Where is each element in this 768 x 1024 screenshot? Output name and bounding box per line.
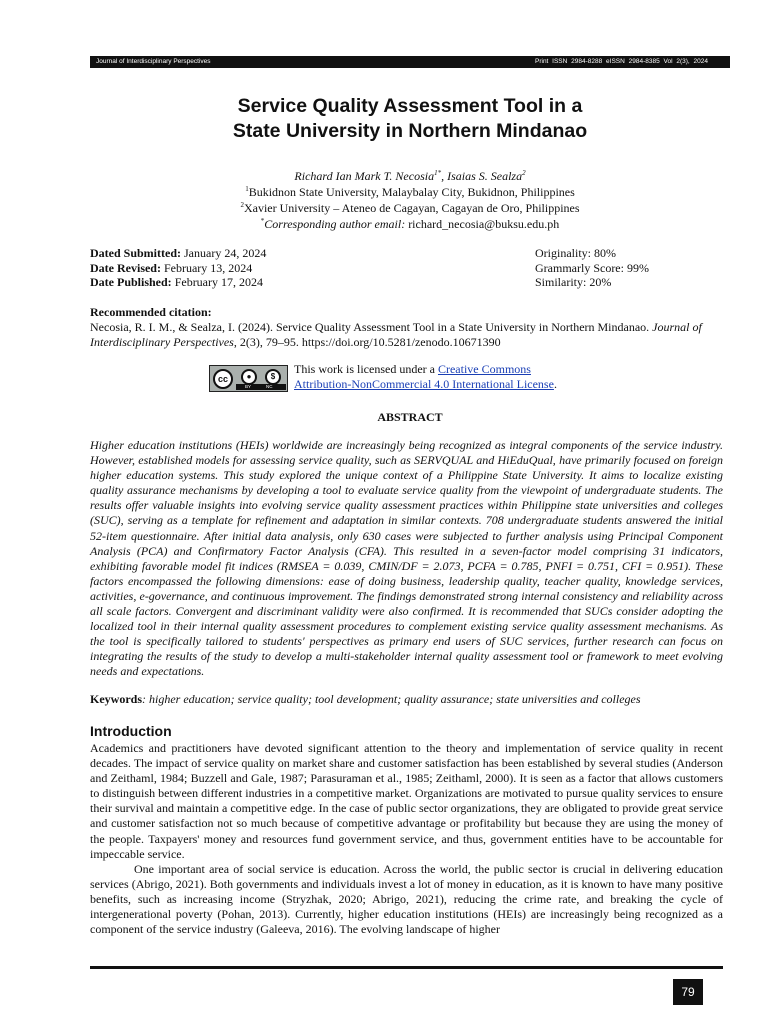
similarity: Similarity: 20%: [535, 275, 612, 289]
citation-label: Recommended citation:: [90, 305, 212, 319]
abstract-heading: ABSTRACT: [377, 410, 443, 424]
affiliation-2-sup: 2: [240, 201, 244, 209]
date-submitted-value: January 24, 2024: [181, 246, 267, 260]
affiliation-1: [90, 185, 730, 200]
author-1: Richard Ian Mark T. Necosia: [294, 169, 435, 183]
journal-header-bar: [90, 56, 730, 68]
keywords-text: : higher education; service quality; tool development; quality assurance; state universities and colleges: [142, 692, 641, 706]
recommended-citation: [90, 305, 730, 350]
noncommercial-icon: $: [265, 369, 281, 385]
attribution-person-icon: ●: [241, 369, 257, 385]
license-link-2[interactable]: Attribution-NonCommercial 4.0 International License: [294, 377, 554, 391]
date-published-value: February 17, 2024: [171, 275, 264, 289]
keywords-label: Keywords: [90, 692, 142, 706]
corresponding-author: [90, 217, 730, 232]
keywords: [90, 692, 641, 707]
quality-metrics: [535, 246, 649, 290]
date-revised-label: Date Revised:: [90, 260, 161, 275]
paper-title: [90, 94, 730, 144]
date-revised-value: February 13, 2024: [160, 260, 253, 275]
affiliation-2-text: Xavier University – Ateneo de Cagayan, Cagayan de Oro, Philippines: [243, 201, 580, 215]
intro-paragraph-1: Academics and practitioners have devoted significant attention to the theory and implementation of service quality in recent decades. The impact of service quality on market share and customer satisfaction has been established by several studies (Anderson and Zeithaml, 1984; Buzzell and Gale, 1987; Parasuraman et al., 1985; Zeithaml, 2000). It is seen as a factor that allows customers to distinguish between different industries in a competitive market. Organizations are motivated to pursue quality services to ensure their survival and maintain a competitive edge. In the case of public sector organizations, they are obligated to provide great service and customer satisfaction not so much because of competitive advantage or profitability but because they are using the money of the people. Taxpayers' money and resources fund government service, and thus, government entities have to be accountable for impeccable service.: [90, 741, 723, 861]
affiliation-1-text: Bukidnon State University, Malaybalay City, Bukidnon, Philippines: [248, 185, 575, 199]
issn-volume: Print ISSN 2984-8288 eISSN 2984-8385 Vol 2(3), 2024: [535, 58, 708, 65]
date-submitted-label: Dated Submitted:: [90, 246, 182, 260]
originality: Originality: 80%: [535, 246, 616, 260]
abstract-body: Higher education institutions (HEIs) worldwide are increasingly being recognized as integral components of the service industry. However, established models for assessing service quality, such as SERVQUAL and HiEduQual, have primarily focused on foreign higher education systems. This study explored the unique context of a Philippine State University. It aims to localize existing quality assurance mechanisms by developing a tool to evaluate service quality from the viewpoint of undergraduate students. The results offer valuable insights into evolving service quality assessment practices within Philippine state universities and colleges (SUC), serving as a template for refinement and adaptation in similar contexts. 708 undergraduate students answered the initial 52-item questionnaire. After initial data analysis, only 630 cases were subjected to further analysis using Principal Component Analysis (PCA) and Confirmatory Factor Analysis (CFA). This resulted in a seven-factor model comprising 31 indicators, exhibiting favorable model fit indices (RMSEA = 0.039, CMIN/DF = 2.073, PCFA = 0.785, PNFI = 0.751, CFI = 0.951). These factors encompassed the following dimensions: ease of doing business, leadership quality, teacher quality, knowledge services, activities, e-governance, and continuous improvement. The findings demonstrated strong internal consistency and reliability across all scale factors. Convergent and discriminant validity were also confirmed. It is recommended that SUCs consider adopting the localized tool in their internal quality assessment procedures to complement existing service quality assessment mechanisms. As the tool is specifically tailored to students' perspectives as primary end users of SUC services, further research can focus on integrating the results of the study to develop a multi-stakeholder internal quality assessment tool or framework to meet evolving needs and expectations.: [90, 438, 723, 679]
citation-journal: Journal of Interdisciplinary Perspectives: [90, 320, 702, 349]
title-line-2: State University in Northern Mindanao: [232, 120, 588, 142]
author-2-sup: 2: [522, 169, 526, 177]
license-link-1[interactable]: Creative Commons: [437, 362, 531, 376]
author-2: Isaias S. Sealza: [447, 169, 523, 183]
affiliation-1-sup: 1: [245, 185, 249, 193]
author-list: [90, 169, 730, 184]
citation-text-2: , 2(3), 79–95. https://doi.org/10.5281/zenodo.10671390: [233, 335, 501, 349]
intro-paragraph-2: One important area of social service is education. Across the world, the public sector is crucial in delivering education services (Abrigo, 2021). Both governments and individuals invest a lot of money in education, as it is known to have many positive benefits, such as increasing income (Stryzhak, 2020; Abrigo, 2021), reducing the crime rate, and breaking the cycle of intergenerational poverty (Pohan, 2013). Currently, higher education institutions (HEIs) are increasingly being recognized as a component of the service industry (Galeeva, 2016). The evolving landscape of higher: [90, 861, 723, 937]
badge-by-label: BY: [245, 384, 252, 389]
author-separator: ,: [441, 169, 448, 183]
badge-strip: [236, 384, 286, 390]
citation-text-1: Necosia, R. I. M., & Sealza, I. (2024). Service Quality Assessment Tool in a State University in Northern Mindanao.: [90, 320, 653, 334]
license-end: .: [553, 377, 557, 391]
badge-nc-label: NC: [266, 384, 273, 389]
license-text: This work is licensed under a: [294, 362, 438, 376]
author-1-sup: 1*: [434, 169, 442, 177]
date-submitted: [90, 246, 266, 261]
corr-email[interactable]: richard_necosia@buksu.edu.ph: [405, 217, 560, 231]
journal-name: Journal of Interdisciplinary Perspectives: [96, 58, 211, 65]
page-number: 79: [673, 979, 703, 1005]
introduction-heading: Introduction: [90, 723, 172, 739]
affiliation-2: [90, 201, 730, 216]
grammarly-score: Grammarly Score: 99%: [535, 260, 649, 275]
date-published: [90, 275, 266, 290]
cc-icon: cc: [213, 369, 233, 389]
date-published-label: Date Published:: [90, 275, 172, 289]
citation-text: [90, 320, 730, 350]
footer-divider: [90, 966, 723, 969]
license-notice: [294, 362, 557, 392]
corr-sup: *: [260, 217, 265, 225]
title-line-1: Service Quality Assessment Tool in a: [237, 95, 583, 117]
cc-by-nc-badge-icon[interactable]: [209, 365, 288, 392]
submission-dates: [90, 246, 266, 290]
introduction-body: [90, 741, 723, 937]
corr-label: Corresponding author email:: [264, 217, 406, 231]
date-revised: [90, 261, 266, 276]
